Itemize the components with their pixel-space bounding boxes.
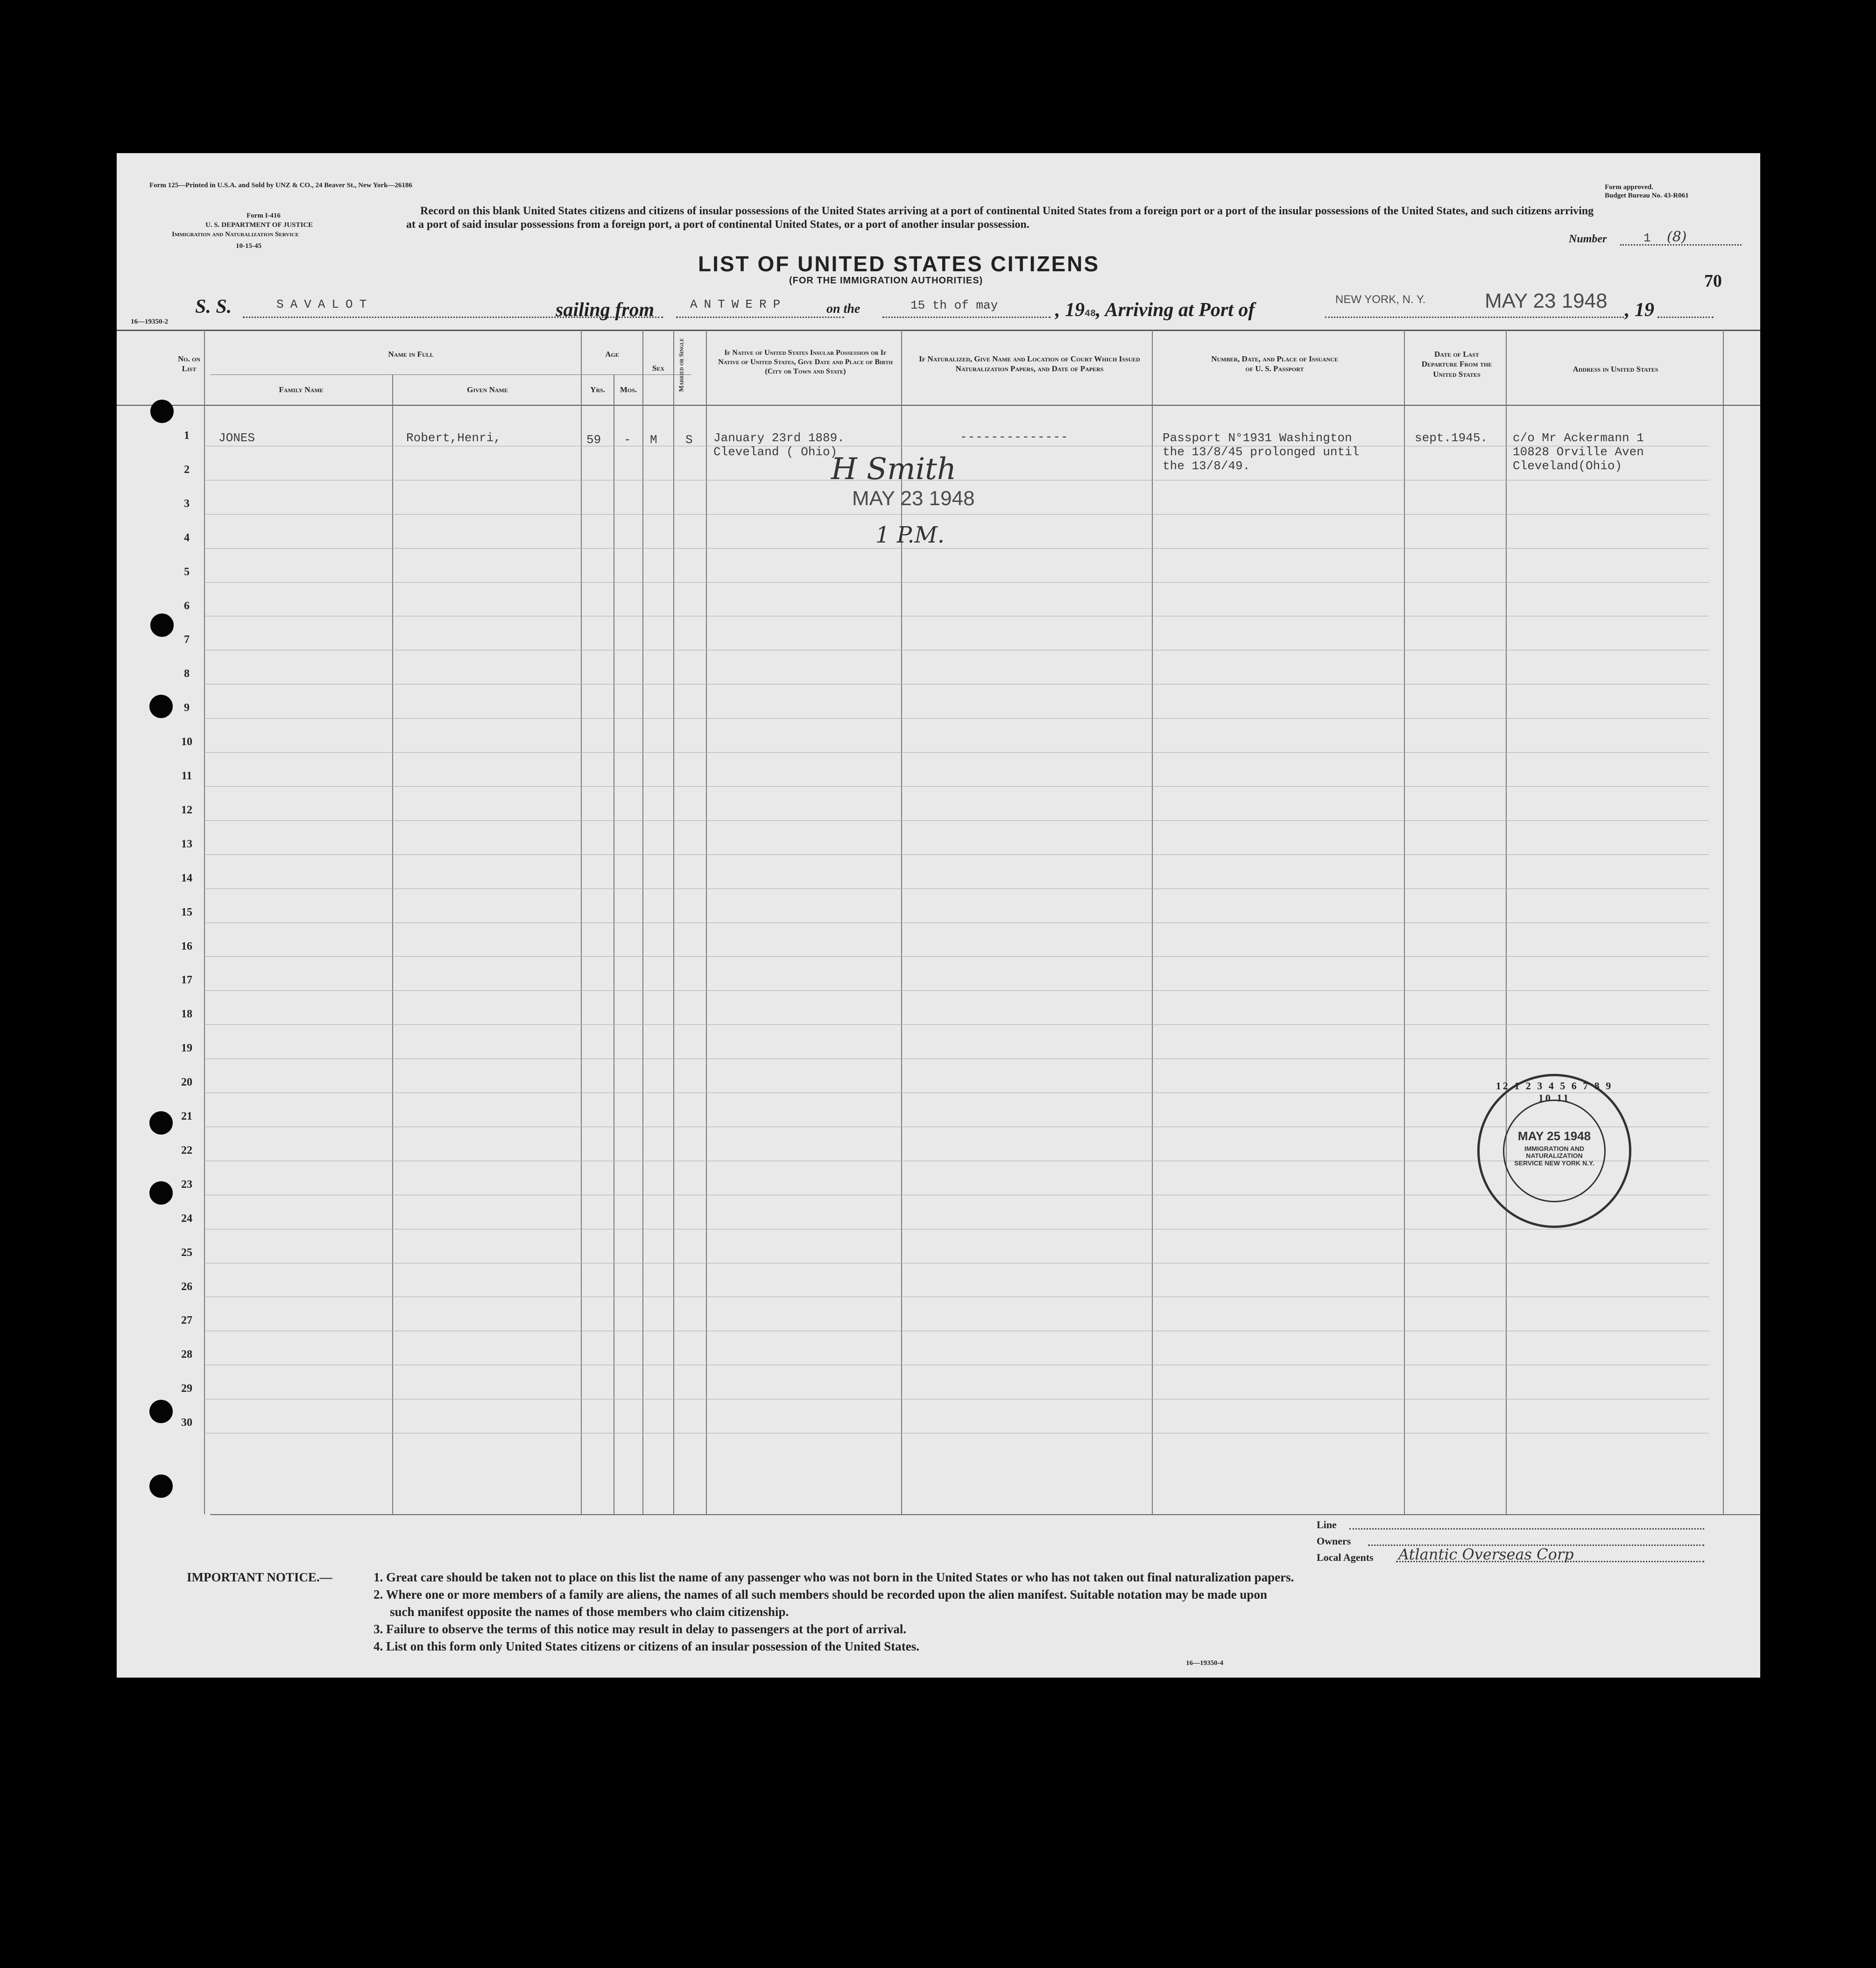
row-number: 8 (184, 668, 190, 680)
sailing-label: sailing from (556, 299, 655, 321)
arriving-label: Arriving at Port of (1105, 299, 1255, 321)
binder-hole (149, 695, 173, 718)
row-number: 14 (181, 872, 192, 884)
col-header-address: Address in United States (1573, 365, 1658, 374)
sailing-date: 15 th of may (910, 298, 998, 312)
row-rule (205, 548, 1709, 549)
bottom-code: 16—19350-4 (1186, 1659, 1223, 1667)
row-number: 21 (181, 1110, 192, 1122)
col-divider-marital (706, 330, 707, 1514)
entry-passport-1: Passport N°1931 Washington (1163, 431, 1352, 445)
notice-2b: such manifest opposite the names of those members who claim citizenship. (390, 1605, 789, 1619)
col-header-departure: Date of Last Departure From the United States (1421, 350, 1492, 379)
col-header-given: Given Name (467, 385, 508, 394)
row-number: 26 (181, 1280, 192, 1293)
entry-birth-date: January 23rd 1889. (713, 431, 845, 445)
notice-4: 4. List on this form only United States citizens or citizens of an insular possession of the United States. (374, 1639, 920, 1653)
col-header-passport: Number, Date, and Place of Issuance of U. S. Passport (1211, 354, 1338, 374)
row-number: 28 (181, 1348, 192, 1361)
row-number: 23 (181, 1178, 192, 1191)
number-value: 1 (1643, 231, 1651, 245)
row-number: 25 (181, 1246, 192, 1259)
form-date: 10-15-45 (236, 242, 261, 250)
col-header-marital: Married or Single (678, 338, 685, 392)
binder-hole (150, 400, 174, 423)
from-line (676, 317, 844, 318)
printer-line: Form 125—Printed in U.S.A. and Sold by UNZ & CO., 24 Beaver St., New York—26186 (149, 182, 412, 189)
row-number: 11 (181, 770, 192, 782)
inspection-time: 1 P.M. (875, 522, 945, 548)
year-line (1657, 317, 1714, 318)
page-title: LIST OF UNITED STATES CITIZENS (698, 252, 1100, 276)
col-header-sex: Sex (652, 364, 665, 373)
entry-sex: M (650, 433, 657, 447)
row-number: 17 (181, 974, 192, 987)
col-divider-naturalized (1152, 330, 1153, 1514)
col-header-age: Age (605, 350, 619, 359)
row-number: 5 (184, 565, 190, 578)
row-number: 18 (181, 1008, 192, 1021)
number-hand: (8) (1667, 229, 1687, 245)
col-header-naturalized: If Naturalized, Give Name and Location of Court Which Issued Naturalization Papers, and Date of Papers (919, 354, 1140, 374)
row-number: 6 (184, 600, 190, 612)
row-number: 15 (181, 906, 192, 918)
department: U. S. DEPARTMENT OF JUSTICE (205, 221, 313, 229)
page-subtitle: (FOR THE IMMIGRATION AUTHORITIES) (789, 275, 983, 286)
row-rule (205, 718, 1709, 719)
on-the-label: on the (826, 302, 860, 316)
owners-label: Owners (1317, 1535, 1351, 1547)
binder-hole (149, 1181, 173, 1205)
row-rule (205, 820, 1709, 821)
notice-3: 3. Failure to observe the terms of this notice may result in delay to passengers at the port of arrival. (374, 1622, 907, 1636)
row-number: 7 (184, 634, 190, 646)
binder-hole (149, 1111, 173, 1135)
row-number: 4 (184, 531, 190, 544)
row-number: 19 (181, 1042, 192, 1055)
row-number: 22 (181, 1144, 192, 1157)
row-number: 3 (184, 497, 190, 510)
round-stamp-hours: 12 1 2 3 4 5 6 7 8 9 10 11 (1495, 1080, 1613, 1104)
entry-address-3: Cleveland(Ohio) (1513, 459, 1622, 473)
service: Immigration and Naturalization Service (172, 231, 299, 238)
row-rule (205, 752, 1709, 753)
col-divider-address (1723, 330, 1724, 1514)
row-rule (205, 1058, 1709, 1059)
arrival-stamp: MAY 23 1948 (1485, 289, 1608, 312)
entry-address-2: 10828 Orville Aven (1513, 445, 1644, 459)
binder-hole (150, 614, 174, 637)
entry-passport-2: the 13/8/45 prolonged until (1163, 445, 1360, 459)
entry-birth-place: Cleveland ( Ohio) (713, 445, 838, 459)
row-rule (205, 854, 1709, 855)
line-field (1349, 1528, 1704, 1530)
entry-naturalized: -------------- (960, 430, 1069, 444)
row-number: 9 (184, 702, 190, 714)
form-number: Form I-416 (247, 212, 281, 219)
row-number: 29 (181, 1383, 192, 1395)
notice-title: IMPORTANT NOTICE.— (187, 1570, 332, 1584)
row-rule (205, 514, 1709, 515)
instructions: Record on this blank United States citizens and citizens of insular possessions of the United States arriving at a port of continental United States from a foreign port or a port of the insular possessions of the United States, and such citizens arriving at a port of said insular possessions from a foreign port, a port of continental United States, or a port of another insular possession. (406, 205, 1594, 231)
row-number: 12 (181, 804, 192, 816)
number-label: Number (1569, 233, 1607, 245)
row-number: 2 (184, 463, 190, 476)
entry-age-months: - (624, 433, 631, 447)
entry-address-1: c/o Mr Ackermann 1 (1513, 431, 1644, 445)
row-number: 24 (181, 1212, 192, 1225)
row-number: 27 (181, 1314, 192, 1327)
table-top-rule (117, 330, 1760, 331)
port-line (1325, 317, 1624, 318)
round-time-stamp (1477, 1074, 1631, 1228)
page-number: 70 (1704, 271, 1722, 291)
ship-name: SAVALOT (276, 297, 374, 311)
col-header-family: Family Name (279, 385, 324, 394)
agents-value: Atlantic Overseas Corp (1398, 1545, 1574, 1563)
year-typed: 48 (1085, 309, 1096, 319)
age-group-rule (579, 374, 629, 375)
col-divider-mos (642, 330, 643, 1514)
table-header-rule (117, 405, 1760, 406)
row-rule (205, 1024, 1709, 1025)
round-stamp-date: MAY 25 1948 (1517, 1129, 1591, 1143)
col-divider-passport (1404, 330, 1405, 1514)
col-header-name: Name in Full (388, 350, 434, 359)
col-header-yrs: Yrs. (590, 385, 605, 394)
row-number: 1 (184, 430, 190, 442)
entry-family-name: JONES (219, 431, 255, 445)
notice-1: 1. Great care should be taken not to place on this list the name of any passenger who was not born in the United States or who has not taken out final naturalization papers. (374, 1570, 1294, 1584)
row-rule (205, 786, 1709, 787)
agents-label: Local Agents (1317, 1552, 1374, 1563)
entry-given-name: Robert,Henri, (406, 431, 501, 445)
col-divider-no (204, 330, 205, 1514)
row-number: 16 (181, 940, 192, 952)
round-stamp-text: IMMIGRATION AND NATURALIZATION SERVICE NEW YORK N.Y. (1514, 1145, 1594, 1167)
approval: Form approved. (1605, 183, 1653, 191)
inspection-stamp: MAY 23 1948 (852, 487, 975, 510)
binder-hole (149, 1400, 173, 1423)
year-label: 19 (1635, 299, 1654, 321)
side-code: 16—19350-2 (131, 318, 168, 325)
arrival-port: NEW YORK, N. Y. (1335, 293, 1426, 306)
row-number: 13 (181, 838, 192, 850)
col-header-birth: If Native of United States Insular Possession or If Native of United States, Give Date and Place of Birth (City or Town and State) (718, 349, 893, 375)
year-prefix: 19 (1065, 299, 1085, 321)
inspector-signature: H Smith (831, 452, 957, 487)
entry-age-years: 59 (586, 433, 601, 447)
line-label: Line (1317, 1519, 1337, 1531)
col-header-mos: Mos. (620, 385, 637, 394)
date-line (882, 317, 1051, 318)
budget: Budget Bureau No. 43-R061 (1605, 192, 1689, 199)
row-rule (205, 582, 1709, 583)
col-divider-family (392, 374, 393, 1514)
notice-2a: 2. Where one or more members of a family are aliens, the names of all such members should be recorded upon the alien manifest. Suitable notation may be made upon (374, 1587, 1267, 1601)
entry-passport-3: the 13/8/49. (1163, 459, 1250, 473)
col-divider-given (581, 330, 582, 1514)
manifest-page: Form 125—Printed in U.S.A. and Sold by UNZ & CO., 24 Beaver St., New York—26186 Form I-416 U. S. DEPARTMENT OF JUSTICE Immigration and Naturalization Service 10-15-45 Form approved. Budget Bureau No. 43-R061 Record on this blank United States citizens and citizens of insular possessions of the United States arriving at a port of continental United States from a foreign port or a port of the insular possessions of the United States, and such citizens arriving at a port of said insular possessions from a foreign port, a port of continental United States, or a port of another insular possession. Number 1 (8) LIST OF UNITED STATES CITIZENS (FOR THE IMMIGRATION AUTHORITIES) 70 16—19350-2 S. S. SAVALOT sailing from ANTWERP on the 15 th of may , 1948, Arriving at Port of NEW YORK, N. Y. MAY 23 1948 , 19 No. on List Name in Full Family Name Given Name Age Yrs. Mos. Sex Married or Single If Native of United States Insular Possession or If Native of United States, Give Date and Place of Birth (City or Town and State) If Naturalized, Give Name and Location of Court Which Issued Naturalization Papers, and Date of Papers Number, Date, and Place of Issuance of U. S. Passport Date of Last Departure From the United States Address in United States 1 2 3 4 5 6 7 8 9 10 11 12 13 14 15 16 17 18 19 20 21 22 23 24 25 26 27 28 29 30 JONES Robert,Henri, 59 - M S January 23rd 1889. Cleveland ( Ohio) -------------- Passport N°1931 Washington the 13/8/45 prolonged until the 13/8/49. sept.1945. c/o Mr Ackermann 1 10828 Orville Aven Cleveland(Ohio) H Smith MAY 23 1948 1 P.M. 12 1 2 3 4 5 6 7 8 9 10 11 MAY 25 1948 IMMIGRATION AND NATURALIZATION SERVICE NEW YORK N.Y. Line Owners Local Agents Atlantic Overseas Corp IMPORTANT NOTICE.— 1. Great care should be taken not to place on this list the name of any passenger who was not born in the United States or who has not taken out final naturalization papers. 2. Where one or more members of a family are aliens, the names of all such members should be recorded upon the alien manifest. Suitable notation may be made upon such manifest opposite the names of those members who claim citizenship. 3. Failure to observe the terms of this notice may result in delay to passengers at the port of arrival. 4. List on this form only United States citizens or citizens of an insular possession of the United States. 16—19350-4 (117, 153, 1760, 1678)
col-header-no: No. on List (177, 354, 201, 374)
col-divider-sex (673, 330, 674, 1514)
entry-marital: S (685, 433, 693, 447)
binder-hole (149, 1474, 173, 1498)
row-rule (205, 956, 1709, 957)
ss-label: S. S. (195, 296, 232, 317)
from-port: ANTWERP (690, 297, 787, 311)
table-bottom-rule (210, 1514, 1760, 1515)
row-number: 20 (181, 1076, 192, 1089)
entry-departure: sept.1945. (1415, 431, 1488, 445)
row-rule (205, 990, 1709, 991)
row-number: 30 (181, 1417, 192, 1429)
col-divider-departure (1506, 330, 1507, 1514)
row-number: 10 (181, 736, 192, 748)
round-stamp-center (1503, 1100, 1606, 1202)
